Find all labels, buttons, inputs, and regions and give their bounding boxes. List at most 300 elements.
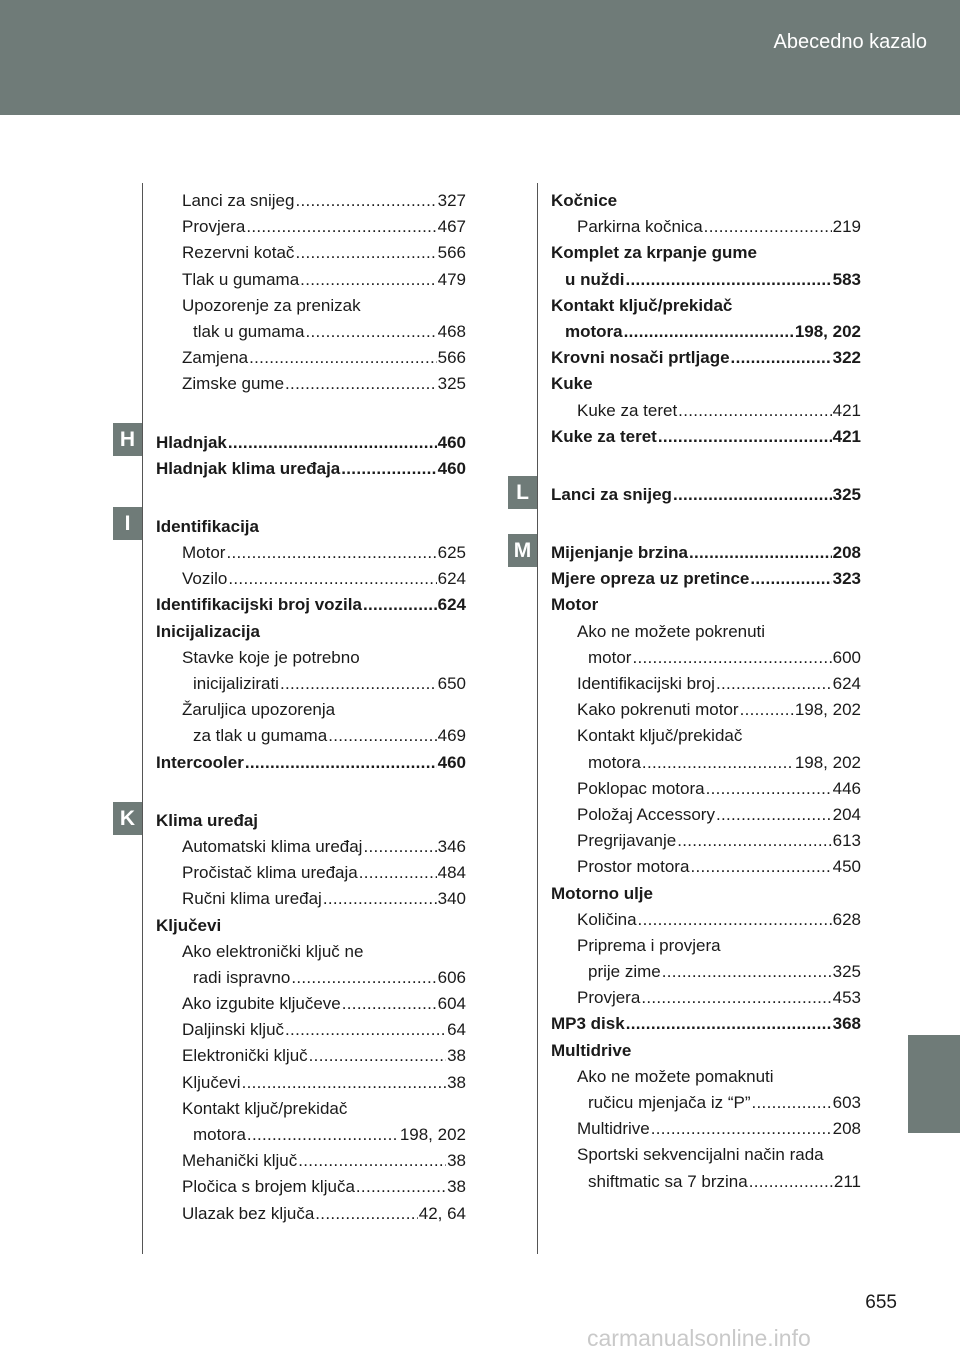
index-entry [551,1011,861,1037]
section-gap [156,398,466,430]
entry-text: Količina [577,909,637,929]
entry-line [551,959,861,985]
index-subentry [551,828,861,854]
index-subentry [156,566,466,592]
entry-text: Kontakt ključ/prekidač [551,295,733,315]
entry-text: Automatski klima uređaj [182,836,363,856]
entry-text: Ručni klima uređaj [182,889,322,909]
index-column-left [156,188,466,1227]
dot-leader [356,1174,446,1200]
entry-text: Hladnjak [156,432,227,452]
entry-text: Klima uređaj [156,810,259,830]
entry-line [551,723,861,749]
dot-leader [306,319,437,345]
header-title: Abecedno kazalo [773,31,927,53]
column-divider-left [142,183,143,1254]
index-subentry [156,293,466,345]
header-bar [0,0,960,115]
entry-text: Intercooler [156,752,244,772]
entry-text: za tlak u gumama [193,726,328,746]
entry-line [156,514,466,540]
page-ref: 38 [447,1072,466,1092]
entry-text: motor [588,647,632,667]
entry-text: Elektronički ključ [182,1046,308,1066]
index-subentry [551,723,861,775]
entry-text: tlak u gumama [193,321,305,341]
index-entry [156,514,466,540]
page-ref: 600 [832,647,861,667]
dot-leader [323,886,437,912]
page-ref: 208 [832,543,861,563]
index-entry [156,619,466,645]
entry-text: Žaruljica upozorenja [182,700,336,720]
page-ref: 446 [832,778,861,798]
section-gap [156,776,466,808]
index-entry [551,188,861,214]
entry-line [156,1174,466,1200]
index-entry [551,881,861,907]
index-entry [551,345,861,371]
entry-line [156,1148,466,1174]
dot-leader [245,750,437,776]
entry-text: Motor [182,543,226,563]
entry-line [551,933,861,959]
entry-line [551,697,861,723]
index-subentry [156,1043,466,1069]
index-entry [551,482,861,508]
index-entry [156,430,466,456]
entry-line [551,267,861,293]
page-ref: 325 [832,484,861,504]
entry-text: Daljinski ključ [182,1020,285,1040]
entry-line [551,1038,861,1064]
page-ref: 421 [832,400,861,420]
entry-text: Multidrive [577,1119,650,1139]
index-subentry [156,860,466,886]
entry-text: Kočnice [551,191,618,210]
entry-text: Ako elektronički ključ ne [182,941,364,961]
index-entry [551,566,861,592]
entry-line [551,1169,861,1195]
section-side-tab [908,1035,960,1133]
entry-line [551,750,861,776]
entry-line [551,671,861,697]
entry-text: Provjera [182,217,246,237]
page-ref: 346 [437,836,466,856]
entry-text: Identifikacija [156,516,259,536]
entry-text: Mijenjanje brzina [551,543,688,563]
entry-line [551,345,861,371]
index-entry [156,808,466,834]
index-subentry [551,671,861,697]
page-ref: 204 [832,804,861,824]
entry-line [551,293,861,319]
entry-text: Ako ne možete pomaknuti [577,1066,774,1086]
page-ref: 604 [437,994,466,1014]
entry-text: Kako pokrenuti motor [577,700,739,720]
index-subentry [551,1142,861,1194]
entry-line [551,566,861,592]
entry-text: Multidrive [551,1040,632,1060]
dot-leader [285,1017,446,1043]
dot-leader [363,834,436,860]
page-ref: 479 [437,269,466,289]
page-ref: 468 [437,321,466,341]
page-ref: 469 [437,726,466,746]
page-ref: 340 [437,889,466,909]
index-subentry [156,886,466,912]
page-ref: 325 [832,962,861,982]
entry-line [551,540,861,566]
section-gap [551,508,861,540]
letter-tab-k: K [113,802,142,835]
index-subentry [551,214,861,240]
index-subentry [156,697,466,749]
index-subentry [551,933,861,985]
index-subentry [156,345,466,371]
entry-line [551,776,861,802]
entry-text: Stavke koje je potrebno [182,647,360,667]
entry-line [551,371,861,397]
page-ref: 460 [437,458,466,478]
dot-leader [359,860,437,886]
dot-leader [315,1201,417,1227]
index-subentry [156,1148,466,1174]
page-ref: 467 [437,217,466,237]
column-divider-middle [537,183,538,1254]
entry-line [156,1017,466,1043]
dot-leader [716,671,832,697]
entry-line [156,723,466,749]
entry-line [551,398,861,424]
entry-line [551,907,861,933]
dot-leader [750,566,831,592]
watermark: carmanualsonline.info [587,1325,811,1351]
entry-line [156,1122,466,1148]
dot-leader [280,671,437,697]
entry-text: Kontakt ključ/prekidač [577,726,743,746]
index-subentry [551,619,861,671]
entry-text: Kuke [551,374,593,394]
page-ref: 583 [832,269,861,289]
entry-text: Položaj Accessory [577,804,715,824]
entry-text: Krovni nosači prtljage [551,348,730,368]
dot-leader [249,345,436,371]
entry-line [156,188,466,214]
entry-line [551,985,861,1011]
entry-line [156,939,466,965]
page-ref: 198, 202 [794,700,861,720]
page-ref: 38 [447,1151,466,1171]
entry-line [551,1142,861,1168]
entry-line [156,540,466,566]
entry-text: motora [193,1125,246,1144]
entry-text: Ključevi [182,1072,241,1092]
entry-text: Rezervni kotač [182,243,295,263]
page-ref: 484 [437,863,466,883]
index-subentry [551,854,861,880]
dot-leader [716,802,832,828]
entry-line [551,1011,861,1037]
entry-text: Kuke za teret [577,400,678,420]
page-ref: 625 [437,543,466,563]
entry-text: Pročistač klima uređaja [182,863,358,883]
page-ref: 460 [437,432,466,452]
entry-line [551,854,861,880]
index-entry [551,424,861,450]
page-ref: 208 [832,1119,861,1139]
index-entry [551,540,861,566]
entry-line [551,1090,861,1116]
dot-leader [706,776,832,802]
dot-leader [341,456,436,482]
entry-text: Vozilo [182,569,228,589]
entry-text: Parkirna kočnica [577,217,703,237]
page-ref: 211 [833,1171,861,1191]
page-ref: 38 [447,1046,466,1066]
dot-leader [638,907,832,933]
entry-text: MP3 disk [551,1014,625,1034]
entry-text: Ako ne možete pokrenuti [577,621,766,641]
dot-leader [651,1116,832,1142]
entry-line [551,424,861,450]
entry-text: Priprema i provjera [577,935,721,955]
entry-text: motora [588,752,641,772]
letter-tab-m: M [508,534,537,567]
dot-leader [228,430,437,456]
section-gap [551,450,861,482]
page-ref: 624 [437,595,466,615]
page-ref: 323 [832,569,861,589]
page-ref: 606 [437,967,466,987]
entry-text: Pločica s brojem ključa [182,1177,355,1197]
page-ref: 453 [832,988,861,1008]
entry-line [156,345,466,371]
page-ref: 198, 202 [794,321,861,341]
dot-leader [677,828,831,854]
entry-text: Lanci za snijeg [551,484,672,504]
index-subentry [551,802,861,828]
dot-leader [626,1011,832,1037]
entry-line [156,430,466,456]
dot-leader [624,319,794,345]
index-subentry [156,939,466,991]
index-subentry [156,240,466,266]
section-gap [156,482,466,514]
page-number: 655 [865,1292,897,1313]
page-ref: 624 [832,674,861,693]
entry-line [156,214,466,240]
entry-line [156,592,466,618]
dot-leader [740,697,794,723]
entry-line [156,991,466,1017]
entry-text: Zamjena [182,348,249,368]
index-subentry [156,834,466,860]
index-subentry [156,540,466,566]
entry-line [156,619,466,645]
page-ref: 624 [437,569,466,589]
index-entry [551,1038,861,1064]
entry-text: Upozorenje za prenizak [182,295,361,315]
entry-text: Inicijalizacija [156,621,260,641]
dot-leader [285,371,437,397]
dot-leader [328,723,436,749]
page-ref: 460 [437,752,466,772]
entry-text: Mehanički ključ [182,1151,298,1171]
entry-line [156,886,466,912]
dot-leader [641,985,831,1011]
dot-leader [247,1122,399,1148]
entry-text: ručicu mjenjača iz “P” [588,1093,751,1112]
entry-line [156,1070,466,1096]
dot-leader [689,540,832,566]
dot-leader [625,267,831,293]
index-subentry [156,1174,466,1200]
entry-line [156,645,466,671]
page-ref: 198, 202 [794,752,861,772]
dot-leader [342,991,437,1017]
entry-line [156,456,466,482]
index-subentry [156,1070,466,1096]
page-ref: 42, 64 [418,1203,466,1223]
entry-text: motora [565,321,623,341]
dot-leader [300,267,436,293]
entry-line [551,1064,861,1090]
dot-leader [228,566,436,592]
index-subentry [551,776,861,802]
letter-tab-i: I [113,507,142,540]
entry-text: prije zime [588,962,661,982]
entry-text: Poklopac motora [577,778,705,798]
dot-leader [242,1070,446,1096]
index-subentry [156,991,466,1017]
dot-leader [658,424,832,450]
index-subentry [551,985,861,1011]
index-subentry [156,214,466,240]
index-entry [551,240,861,292]
entry-text: shiftmatic sa 7 brzina [588,1171,748,1191]
entry-text: Pregrijavanje [577,831,677,851]
entry-line [156,240,466,266]
page-ref: 368 [832,1014,861,1034]
entry-line [156,1096,466,1122]
entry-text: radi ispravno [193,967,291,987]
entry-text: Motorno ulje [551,883,653,903]
page-ref: 322 [832,348,861,368]
entry-text: Motor [551,595,599,615]
entry-line [551,240,861,266]
index-entry [551,293,861,345]
entry-line [156,808,466,834]
page-ref: 566 [437,243,466,263]
index-column-right [551,188,861,1195]
entry-line [156,293,466,319]
index-subentry [156,645,466,697]
entry-line [156,834,466,860]
dot-leader [662,959,832,985]
page-ref: 450 [832,857,861,877]
dot-leader [642,750,794,776]
entry-text: Identifikacijski broj vozila [156,595,362,615]
entry-text: Provjera [577,988,641,1008]
page-ref: 566 [437,348,466,368]
entry-line [551,482,861,508]
page-ref: 38 [447,1177,466,1197]
entry-line [156,319,466,345]
page-ref: 64 [447,1020,466,1040]
entry-line [156,750,466,776]
entry-line [156,1043,466,1069]
entry-text: Ako izgubite ključeve [182,994,341,1014]
entry-text: u nuždi [565,269,625,289]
index-subentry [551,1116,861,1142]
entry-text: Komplet za krpanje gume [551,243,757,263]
entry-text: Sportski sekvencijalni način rada [577,1145,824,1165]
page-ref: 650 [437,674,466,693]
dot-leader [678,398,831,424]
index-subentry [156,267,466,293]
entry-text: Hladnjak klima uređaja [156,458,341,478]
dot-leader [731,345,832,371]
entry-line [551,214,861,240]
page-ref: 603 [832,1093,861,1112]
page-ref: 198, 202 [399,1125,466,1144]
dot-leader [295,188,436,214]
index-entry [156,750,466,776]
dot-leader [632,645,831,671]
entry-text: Ulazak bez ključa [182,1203,315,1223]
entry-text: Zimske gume [182,374,285,394]
dot-leader [363,592,437,618]
entry-text: Kuke za teret [551,426,657,446]
index-entry [156,456,466,482]
entry-line [551,592,861,618]
index-subentry [156,1096,466,1148]
entry-line [156,697,466,723]
entry-line [551,645,861,671]
letter-tab-l: L [508,476,537,509]
entry-line [551,881,861,907]
dot-leader [298,1148,446,1174]
dot-leader [690,854,831,880]
letter-tab-h: H [113,423,142,456]
dot-leader [749,1169,833,1195]
entry-text: Tlak u gumama [182,269,300,289]
entry-line [156,267,466,293]
index-subentry [551,907,861,933]
entry-text: Prostor motora [577,857,690,877]
index-entry [156,913,466,939]
dot-leader [226,540,436,566]
index-subentry [156,188,466,214]
entry-line [156,965,466,991]
entry-line [156,913,466,939]
dot-leader [246,214,436,240]
index-subentry [551,1064,861,1116]
index-entry [551,592,861,618]
entry-text: Kontakt ključ/prekidač [182,1098,348,1118]
page-ref: 421 [832,426,861,446]
dot-leader [291,965,436,991]
dot-leader [704,214,832,240]
dot-leader [673,482,832,508]
entry-line [551,802,861,828]
page-ref: 325 [437,374,466,394]
entry-line [156,671,466,697]
dot-leader [752,1090,832,1116]
index-subentry [551,697,861,723]
entry-line [156,1201,466,1227]
